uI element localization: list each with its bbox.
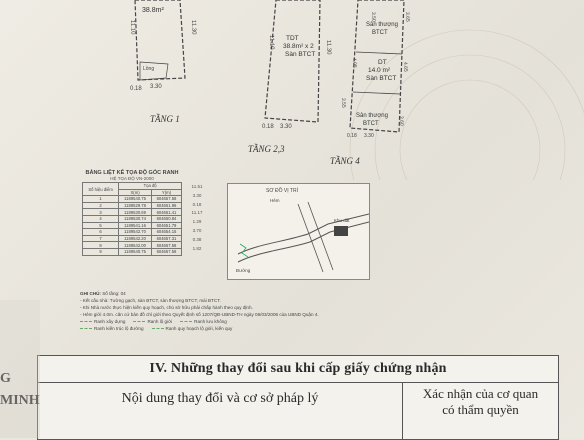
- floor1-dim: 11.30: [190, 19, 197, 35]
- notes-block: [80, 290, 380, 332]
- table-cell: 604657.58: [151, 196, 181, 203]
- table-cell: 1189530.74: [119, 215, 152, 222]
- map-label: Hẻm: [270, 198, 280, 203]
- floor-plans: [0, 0, 584, 180]
- floor1-label: TẦNG 1: [150, 114, 180, 124]
- coordinate-table-block: [82, 170, 182, 256]
- table-row: [83, 248, 182, 255]
- table-cell: 604657.58: [151, 242, 181, 249]
- note-line: - Khi Nhà nước thực hiện kiến quy hoạch, chủ sở hữu phải chấp hành theo quy định.: [80, 305, 253, 310]
- coordinate-table-title: BẢNG LIỆT KÊ TỌA ĐỘ GÓC RANH: [85, 170, 179, 176]
- floor1-area: 38.8m²: [142, 7, 164, 14]
- left-edge-text: [0, 368, 40, 412]
- distance-value: 3.30: [192, 192, 202, 198]
- floor23-dim: 3.30: [280, 124, 292, 130]
- table-cell: 1: [83, 196, 119, 203]
- plan-floor-1: [129, 0, 197, 124]
- table-row: [83, 196, 182, 203]
- floor-plan-drawings: [0, 0, 584, 180]
- floor23-label: TẦNG 2,3: [248, 144, 285, 154]
- floor4-dim: 0.18: [347, 133, 357, 139]
- floor4-dim: 4.05: [351, 57, 358, 68]
- distance-value: 1.29: [192, 219, 202, 225]
- table-cell: 604657.31: [151, 235, 181, 242]
- table-cell: 1189541.16: [119, 222, 152, 229]
- location-map-drawing: [228, 184, 369, 279]
- note-line: - Hẻm giới 4.0m. căn cứ bản đồ chỉ giới theo Quyết định số 1207/QĐ-UBND-TH ngày 06/03/2006 của UBND Quận 4.: [80, 312, 319, 317]
- floor4-dt: Sàn BTCT: [366, 75, 397, 82]
- table-cell: 1189540.75: [119, 196, 152, 203]
- floor1-dim: 3.30: [150, 84, 162, 90]
- floor23-dim: 11.30: [325, 39, 332, 55]
- floor4-terrace: Sân thượng: [366, 22, 398, 28]
- legend-row: [80, 318, 380, 325]
- table-cell: 7: [83, 235, 119, 242]
- floor23-line: 38.8m² x 2: [283, 43, 314, 50]
- floor1-dim: 11.10: [129, 19, 136, 35]
- floor4-dim: 3.30: [364, 133, 374, 139]
- legend-item: Ranh lộ giới: [147, 319, 173, 324]
- legend-row: [80, 325, 380, 332]
- parcel-marker: [334, 226, 348, 236]
- floor4-dim: 3.65: [404, 11, 411, 22]
- floor4-dt: 14.0 m²: [368, 67, 391, 74]
- left-edge-line: G: [0, 371, 11, 386]
- distance-value: 1.82: [192, 245, 202, 251]
- floor4-dim: 3.60: [398, 115, 405, 126]
- table-cell: 1189542.00: [119, 242, 152, 249]
- floor4-label: TẦNG 4: [330, 156, 360, 166]
- section-iv-col2-line2: có thẩm quyền: [442, 402, 519, 417]
- notes-heading: GHI CHÚ:: [80, 291, 101, 296]
- legend-item: Ranh kiến trúc lộ đường: [94, 326, 144, 331]
- table-cell: 5: [83, 222, 119, 229]
- map-title: SƠ ĐỒ VỊ TRÍ: [266, 188, 298, 194]
- floor23-line: Sàn BTCT: [285, 51, 316, 58]
- table-row: [83, 235, 182, 242]
- section-iv: [37, 355, 559, 440]
- distance-value: 3.70: [192, 227, 202, 233]
- map-label: Đường: [236, 268, 251, 273]
- table-cell: 4: [83, 215, 119, 222]
- coordinate-table-subtitle: HỆ TỌA ĐỘ VN-2000: [110, 176, 154, 181]
- floor4-terrace: BTCT: [363, 121, 379, 127]
- section-iv-col1: Nội dung thay đổi và cơ sở pháp lý: [38, 383, 403, 440]
- table-cell: 604651.41: [151, 209, 181, 216]
- floor4-terrace: BTCT: [372, 30, 388, 36]
- distance-value: 0.18: [192, 201, 202, 207]
- table-row: [83, 229, 182, 236]
- floor23-dim: 11.10: [268, 34, 275, 50]
- section-iv-title: IV. Những thay đổi sau khi cấp giấy chứng nhận: [38, 356, 558, 383]
- table-cell: 6: [83, 229, 119, 236]
- table-cell: 1189542.70: [119, 229, 152, 236]
- map-label: Khu đất: [334, 218, 350, 223]
- distance-value: 0.38: [192, 236, 202, 242]
- table-cell: 8: [83, 242, 119, 249]
- note-line: - Kết cấu nhà: Tường gạch, sàn BTCT, sàn thượng BTCT, mái BTCT.: [80, 298, 221, 303]
- table-row: [83, 222, 182, 229]
- table-row: [83, 202, 182, 209]
- table-cell: 604654.15: [151, 229, 181, 236]
- plan-floor-2-3: [248, 0, 332, 154]
- table-cell: 1189530.69: [119, 209, 152, 216]
- col-coord: Tọa độ: [119, 183, 182, 190]
- col-x: X(m): [119, 189, 152, 196]
- section-iv-col2-line1: Xác nhận của cơ quan: [422, 386, 539, 401]
- left-edge-line: MINH: [0, 393, 40, 408]
- floor4-dim: 4.65: [402, 61, 409, 72]
- table-cell: 3: [83, 209, 119, 216]
- legend-item: Ranh quy hoạch lộ giới, kiến quy: [165, 326, 233, 331]
- table-cell: 1189542.20: [119, 235, 152, 242]
- floor4-terrace: Sân thượng: [356, 113, 388, 119]
- table-row: [83, 242, 182, 249]
- section-iv-col2: [403, 383, 558, 440]
- table-row: [83, 215, 182, 222]
- table-cell: 604651.96: [151, 202, 181, 209]
- table-cell: 2: [83, 202, 119, 209]
- legend-item: Ranh lưu không: [194, 319, 227, 324]
- table-cell: 1189529.78: [119, 202, 152, 209]
- table-cell: 604657.58: [151, 248, 181, 255]
- coordinate-table: [82, 182, 182, 256]
- table-cell: 1189540.75: [119, 248, 152, 255]
- table-cell: 604650.84: [151, 215, 181, 222]
- distance-value: 11.17: [191, 210, 203, 216]
- table-cell: 604651.79: [151, 222, 181, 229]
- floor23-line: TDT: [286, 35, 299, 42]
- floor1-dim: 0.18: [130, 86, 142, 92]
- distance-value: 11.51: [191, 184, 203, 189]
- legend-item: Ranh xây dựng: [94, 319, 126, 324]
- table-cell: 9: [83, 248, 119, 255]
- notes-floors: Số tầng: 04: [102, 291, 126, 296]
- table-row: [83, 209, 182, 216]
- floor4-dim: 3.50: [370, 11, 377, 22]
- floor23-dim: 0.18: [262, 124, 274, 130]
- distance-column: [190, 184, 204, 254]
- col-y: Y(m): [151, 189, 181, 196]
- location-map: [227, 183, 370, 280]
- col-point: Số hiệu điểm: [83, 183, 119, 196]
- floor1-stair: Lồng: [143, 66, 155, 72]
- floor4-dt: DT: [378, 59, 387, 66]
- floor4-dim: 3.55: [340, 97, 347, 108]
